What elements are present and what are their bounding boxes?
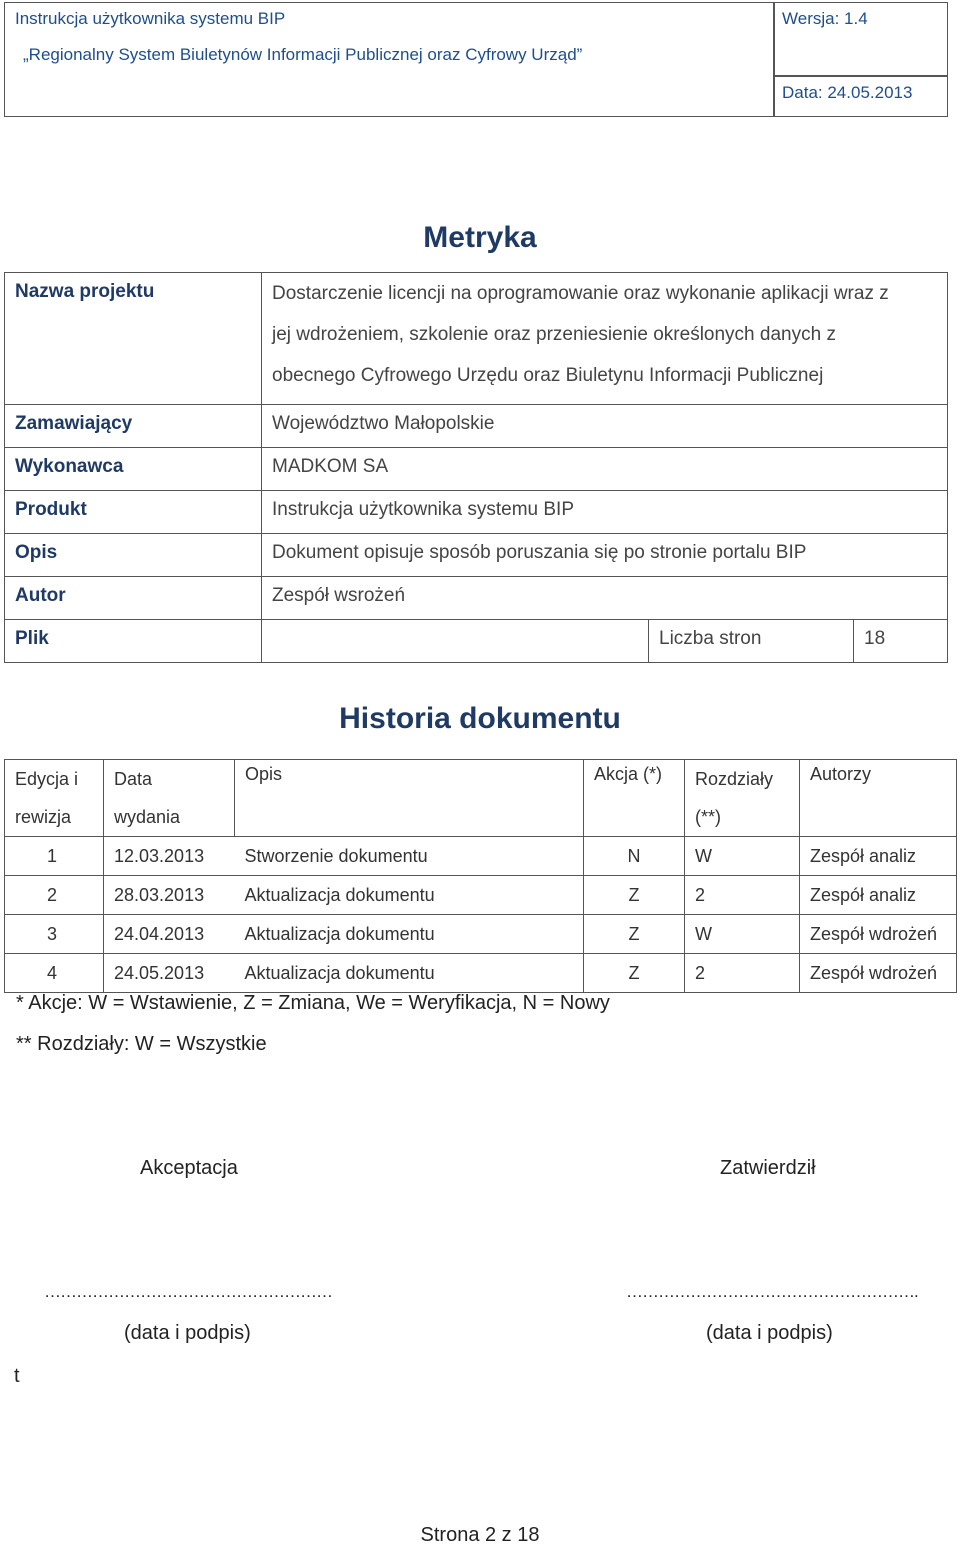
cell-description: Aktualizacja dokumentu (235, 876, 584, 915)
cell-edition: 3 (5, 915, 104, 954)
cell-chapters: W (685, 837, 800, 876)
metryka-value (262, 273, 948, 405)
cell-date: 24.05.2013 (104, 954, 235, 993)
pages-label: Liczba stron (649, 620, 854, 663)
history-row (5, 837, 957, 876)
metryka-value: Województwo Małopolskie (262, 405, 948, 448)
cell-edition: 4 (5, 954, 104, 993)
metryka-table (4, 272, 948, 663)
col-date (104, 760, 235, 837)
metryka-row (5, 448, 948, 491)
cell-authors: Zespół wdrożeń (800, 954, 957, 993)
acceptance-label: Akceptacja (140, 1157, 238, 1179)
metryka-value: MADKOM SA (262, 448, 948, 491)
history-row (5, 915, 957, 954)
header-divider (773, 75, 947, 77)
metryka-label: Autor (5, 577, 262, 620)
metryka-row (5, 491, 948, 534)
metryka-label: Nazwa projektu (5, 273, 262, 405)
history-heading: Historia dokumentu (339, 702, 621, 735)
col-description: Opis (235, 760, 584, 837)
col-action: Akcja (*) (584, 760, 685, 837)
cell-authors: Zespół analiz (800, 837, 957, 876)
col-chapters (685, 760, 800, 837)
cell-chapters: W (685, 915, 800, 954)
metryka-value: Instrukcja użytkownika systemu BIP (262, 491, 948, 534)
metryka-label: Wykonawca (5, 448, 262, 491)
cell-authors: Zespół wdrożeń (800, 915, 957, 954)
acceptance-signature-line: ……………………………………………… (44, 1282, 332, 1301)
metryka-value-line: obecnego Cyfrowego Urzędu oraz Biuletynu Informacji Publicznej (272, 365, 824, 386)
metryka-label: Opis (5, 534, 262, 577)
header-version: Wersja: 1.4 (782, 9, 868, 28)
pages-value: 18 (854, 620, 948, 663)
chapters-legend: ** Rozdziały: W = Wszystkie (16, 1033, 267, 1055)
cell-action: Z (584, 915, 685, 954)
header-subtitle: „Regionalny System Biuletynów Informacji Publicznej oraz Cyfrowy Urząd” (23, 45, 583, 64)
approved-signature-line: ………………………………………………. (626, 1282, 918, 1301)
cell-authors: Zespół analiz (800, 876, 957, 915)
cell-description: Aktualizacja dokumentu (235, 954, 584, 993)
stray-character: t (14, 1365, 20, 1387)
approved-label: Zatwierdził (720, 1157, 816, 1179)
actions-legend: * Akcje: W = Wstawienie, Z = Zmiana, We = Weryfikacja, N = Nowy (16, 992, 610, 1014)
history-row (5, 876, 957, 915)
cell-description: Stworzenie dokumentu (235, 837, 584, 876)
acceptance-caption: (data i podpis) (124, 1322, 251, 1344)
metryka-row (5, 405, 948, 448)
file-label: Plik (5, 620, 262, 663)
header-divider (773, 3, 775, 116)
metryka-row (5, 577, 948, 620)
col-chapters-line: Rozdziały (695, 769, 774, 789)
cell-date: 24.04.2013 (104, 915, 235, 954)
col-edition-line: rewizja (15, 807, 72, 827)
page-number: Strona 2 z 18 (420, 1524, 540, 1546)
metryka-value-line: Dostarczenie licencji na oprogramowanie oraz wykonanie aplikacji wraz z (272, 283, 889, 304)
header-doc-title: Instrukcja użytkownika systemu BIP (15, 9, 286, 28)
cell-date: 28.03.2013 (104, 876, 235, 915)
cell-action: Z (584, 954, 685, 993)
cell-date: 12.03.2013 (104, 837, 235, 876)
metryka-value-line: jej wdrożeniem, szkolenie oraz przeniesienie określonych danych z (272, 324, 836, 345)
metryka-value: Dokument opisuje sposób poruszania się po stronie portalu BIP (262, 534, 948, 577)
col-date-line: Data (114, 769, 153, 789)
cell-edition: 2 (5, 876, 104, 915)
metryka-label: Zamawiający (5, 405, 262, 448)
cell-action: Z (584, 876, 685, 915)
approved-caption: (data i podpis) (706, 1322, 833, 1344)
col-chapters-line: (**) (695, 807, 721, 827)
col-date-line: wydania (114, 807, 181, 827)
metryka-row (5, 534, 948, 577)
cell-chapters: 2 (685, 954, 800, 993)
metryka-value: Zespół wsrożeń (262, 577, 948, 620)
cell-edition: 1 (5, 837, 104, 876)
history-header-row (5, 760, 957, 837)
page-header (4, 2, 948, 117)
metryka-row-file (5, 620, 948, 663)
metryka-heading: Metryka (423, 221, 537, 254)
col-edition (5, 760, 104, 837)
file-value (262, 620, 649, 663)
cell-description: Aktualizacja dokumentu (235, 915, 584, 954)
metryka-label: Produkt (5, 491, 262, 534)
col-authors: Autorzy (800, 760, 957, 837)
metryka-row (5, 273, 948, 405)
cell-chapters: 2 (685, 876, 800, 915)
cell-action: N (584, 837, 685, 876)
history-table (4, 759, 957, 993)
col-edition-line: Edycja i (15, 769, 79, 789)
history-row (5, 954, 957, 993)
header-date: Data: 24.05.2013 (782, 83, 913, 102)
